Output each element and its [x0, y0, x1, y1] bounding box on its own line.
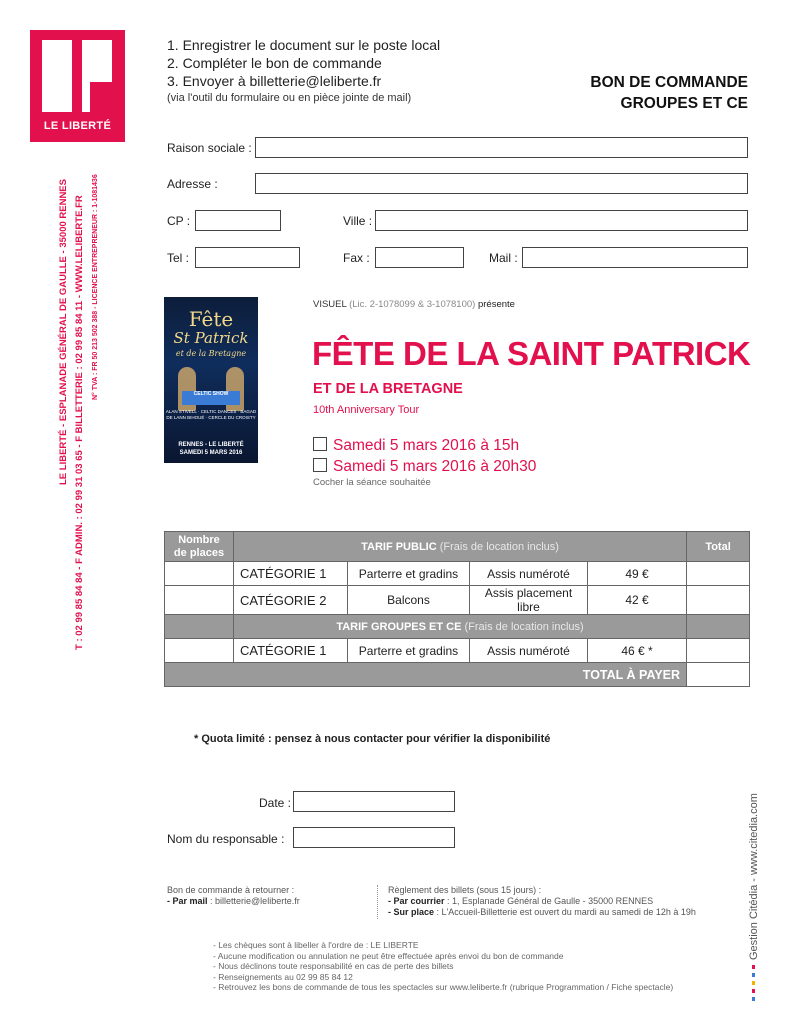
subheader-spacer — [687, 615, 750, 639]
raison-sociale-field[interactable] — [255, 137, 748, 158]
sidebar-tva: N° TVA : FR 50 213 502 388 - LICENCE ENTREPRENEUR : 1-1081436 — [92, 174, 99, 400]
category-cell: CATÉGORIE 1 — [234, 639, 348, 663]
retour-mail-label: - Par mail — [167, 896, 208, 906]
table-row — [165, 562, 750, 586]
poster-title-3: et de la Bretagne — [175, 349, 247, 358]
date-field[interactable] — [293, 791, 455, 812]
logo-text: LE LIBERTÉ — [43, 120, 112, 132]
decor-dash — [752, 981, 755, 985]
retour-block — [167, 885, 300, 907]
sur-place-line — [388, 907, 696, 918]
total-cell[interactable] — [687, 562, 750, 586]
qty-cell[interactable] — [165, 639, 234, 663]
category-cell: CATÉGORIE 1 — [234, 562, 348, 586]
poster-footer-date: SAMEDI 5 MARS 2016 — [179, 450, 243, 456]
table-header-row — [165, 532, 750, 562]
sidebar-phones: T : 02 99 85 84 84 - F ADMIN. : 02 99 31 03 65 - F BILLETTERIE : 02 99 85 84 11 - WWW.LELIBERTE.FR — [74, 195, 85, 650]
event-poster — [164, 297, 258, 463]
decor-dash — [752, 997, 755, 1001]
total-a-payer-label: TOTAL À PAYER — [165, 663, 687, 687]
price-cell: 46 € * — [588, 639, 687, 663]
sidebar-address: LE LIBERTÉ - ESPLANADE GÉNÉRAL DE GAULLE - 35000 RENNES — [58, 179, 69, 485]
sur-place-label: - Sur place — [388, 907, 435, 917]
producer-licence: (Lic. 2-1078099 & 3-1078100) — [349, 299, 476, 310]
ville-label: Ville : — [343, 214, 373, 228]
sur-place-value: : L'Accueil-Billetterie est ouvert du mardi au samedi de 12h à 19h — [434, 907, 696, 917]
session-option-15h[interactable] — [313, 437, 519, 455]
le-liberte-logo — [30, 30, 125, 142]
retour-mail-line — [167, 896, 300, 907]
zone-cell: Parterre et gradins — [348, 639, 470, 663]
page-title — [470, 72, 748, 114]
instruction-step-1: 1. Enregistrer le document sur le poste local — [167, 37, 441, 53]
decor-dash — [752, 965, 755, 969]
total-header: Total — [687, 532, 750, 562]
note-line: - Nous déclinons toute responsabilité en cas de perte des billets — [213, 961, 454, 972]
zone-cell: Balcons — [348, 586, 470, 615]
producer-name: VISUEL — [313, 299, 347, 310]
total-cell[interactable] — [687, 586, 750, 615]
tel-field[interactable] — [195, 247, 300, 268]
qty-cell[interactable] — [165, 562, 234, 586]
footer-divider — [377, 885, 378, 919]
zone-cell: Parterre et gradins — [348, 562, 470, 586]
adresse-label: Adresse : — [167, 177, 218, 191]
retour-mail-value: : billetterie@leliberte.fr — [207, 896, 300, 906]
page-title-line1: BON DE COMMANDE — [590, 74, 748, 91]
price-cell: 49 € — [588, 562, 687, 586]
poster-footer — [164, 441, 258, 457]
note-line: - Les chèques sont à libeller à l'ordre de : LE LIBERTE — [213, 940, 419, 950]
session-checkbox[interactable] — [313, 437, 327, 451]
raison-sociale-label: Raison sociale : — [167, 141, 252, 155]
price-cell: 42 € — [588, 586, 687, 615]
cp-field[interactable] — [195, 210, 281, 231]
gestion-credit: Gestion Citédia - www.citedia.com — [748, 793, 760, 960]
courrier-label: - Par courrier — [388, 896, 445, 906]
poster-title-2: St Patrick — [173, 329, 249, 347]
retour-title: Bon de commande à retourner : — [167, 885, 295, 895]
fax-label: Fax : — [343, 251, 370, 265]
tel-label: Tel : — [167, 251, 190, 265]
ville-field[interactable] — [375, 210, 748, 231]
quota-note: * Quota limité : pensez à nous contacter pour vérifier la disponibilité — [194, 733, 551, 745]
frais-note: (Frais de location inclus) — [439, 540, 559, 553]
seating-cell: Assis numéroté — [470, 639, 588, 663]
adresse-field[interactable] — [255, 173, 748, 194]
session-label: Samedi 5 mars 2016 à 20h30 — [333, 458, 537, 475]
decor-dash — [752, 989, 755, 993]
session-option-20h30[interactable] — [313, 458, 536, 476]
tarif-groupes-label: TARIF GROUPES ET CE — [336, 620, 462, 633]
table-row — [165, 586, 750, 615]
note-line: - Renseignements au 02 99 85 84 12 — [213, 971, 353, 982]
poster-title: Fête — [188, 307, 234, 331]
table-row — [165, 639, 750, 663]
instruction-note: (via l'outil du formulaire ou en pièce jointe de mail) — [167, 92, 412, 104]
producer-line — [313, 299, 515, 310]
courrier-value: : 1, Esplanade Général de Gaulle - 35000 RENNES — [444, 896, 654, 906]
mail-field[interactable] — [522, 247, 748, 268]
poster-band: CELTIC SHOW — [182, 391, 240, 405]
session-hint: Cocher la séance souhaitée — [313, 477, 431, 488]
instruction-step-2: 2. Compléter le bon de commande — [167, 55, 382, 71]
event-tour: 10th Anniversary Tour — [313, 404, 420, 416]
category-cell: CATÉGORIE 2 — [234, 586, 348, 615]
session-label: Samedi 5 mars 2016 à 15h — [333, 437, 520, 454]
courrier-line — [388, 896, 696, 907]
cp-label: CP : — [167, 214, 191, 228]
mail-label: Mail : — [489, 251, 518, 265]
instruction-step-3: 3. Envoyer à billetterie@leliberte.fr — [167, 73, 382, 89]
event-title: FÊTE DE LA SAINT PATRICK — [312, 335, 751, 372]
reglement-block — [388, 885, 696, 918]
session-checkbox[interactable] — [313, 458, 327, 472]
note-line: - Aucune modification ou annulation ne peut être effectuée après envoi du bon de commande — [213, 950, 564, 961]
table-subheader-row — [165, 615, 750, 639]
tarif-public-label: TARIF PUBLIC — [361, 540, 437, 553]
decor-dash — [752, 973, 755, 977]
total-row — [165, 663, 750, 687]
qty-cell[interactable] — [165, 586, 234, 615]
footer-notes — [213, 940, 673, 993]
tarif-public-header — [234, 532, 687, 562]
page-title-line2: GROUPES ET CE — [620, 95, 748, 112]
responsable-field[interactable] — [293, 827, 455, 848]
event-subtitle: ET DE LA BRETAGNE — [313, 381, 463, 397]
nb-places-header: Nombre de places — [165, 532, 234, 562]
seating-cell: Assis placement libre — [470, 586, 588, 615]
total-cell[interactable] — [687, 639, 750, 663]
price-table — [164, 531, 750, 687]
date-label: Date : — [259, 796, 292, 810]
tarif-groupes-header — [234, 615, 687, 639]
producer-presente: présente — [477, 299, 515, 310]
reglement-title: Règlement des billets (sous 15 jours) : — [388, 885, 542, 895]
seating-cell: Assis numéroté — [470, 562, 588, 586]
subheader-spacer — [165, 615, 234, 639]
note-line: - Retrouvez les bons de commande de tous les spectacles sur www.leliberte.fr (rubrique Programmation / Fiche spectacle) — [213, 982, 674, 993]
poster-names: ALAN STIVELL · CELTIC DANCES · BAGAD DE LANN BIHOUÉ · CERCLE DU CROISTY — [165, 409, 257, 420]
frais-note: (Frais de location inclus) — [464, 620, 584, 633]
poster-footer-venue: RENNES - LE LIBERTÉ — [178, 442, 244, 448]
fax-field[interactable] — [375, 247, 464, 268]
total-a-payer-cell[interactable] — [687, 663, 750, 687]
responsable-label: Nom du responsable : — [167, 832, 285, 846]
